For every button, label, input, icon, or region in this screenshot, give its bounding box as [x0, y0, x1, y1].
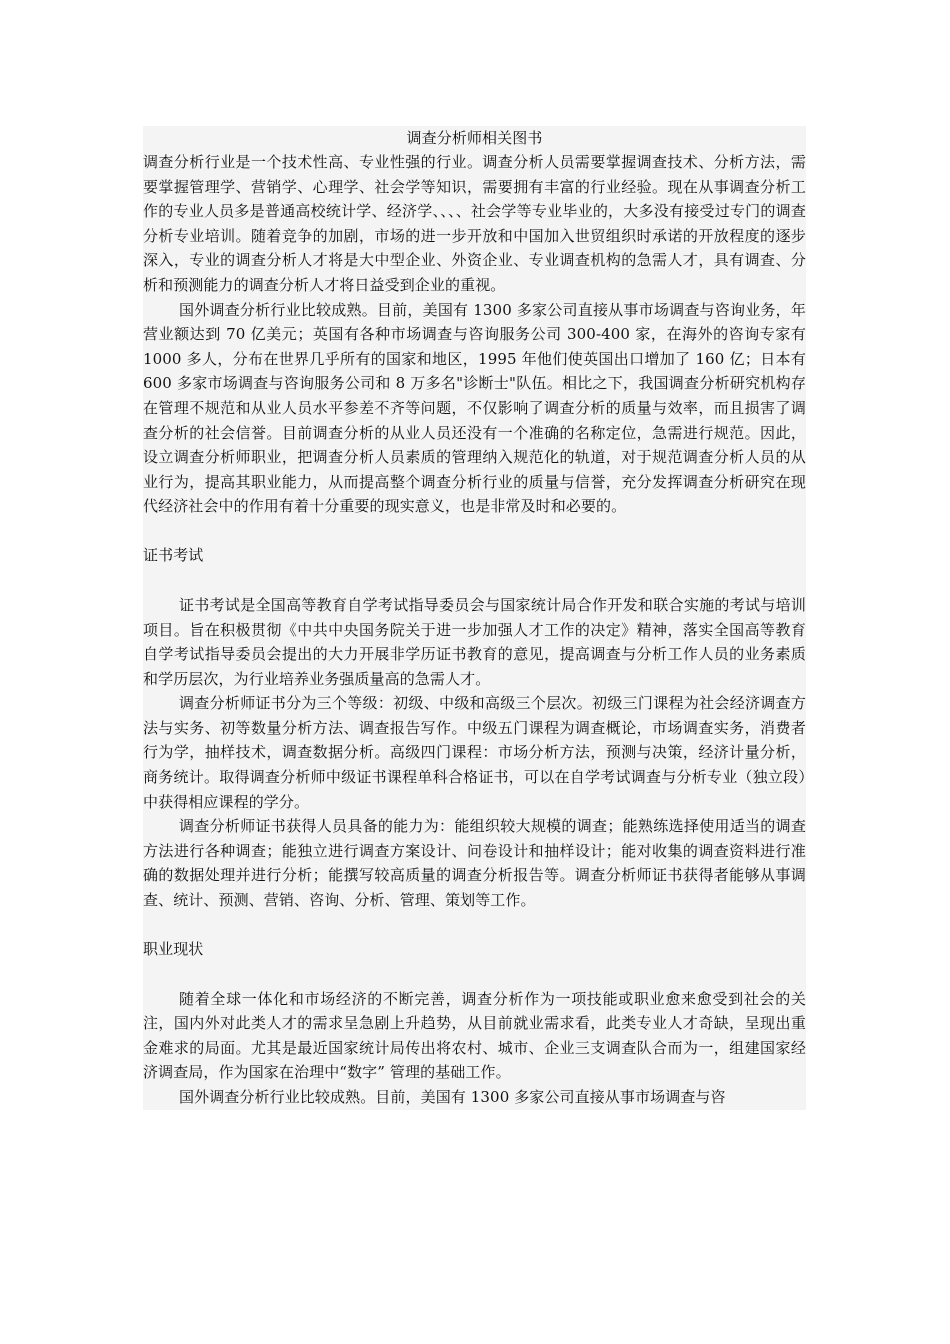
intro-paragraph-1: 调查分析行业是一个技术性高、专业性强的行业。调查分析人员需要掌握调查技术、分析方法，需要掌握管理学、营销学、心理学、社会学等知识，需要拥有丰富的行业经验。现在从事调查分析工作的专业人员多是普通高校统计学、经济学、、、、社会学等专业毕业的，大多没有接受过专门的调查分析专业培训。随着竞争的加剧，市场的进一步开放和中国加入世贸组织时承诺的开放程度的逐步深入，专业的调查分析人才将是大中型企业、外资企业、专业调查机构的急需人才，具有调查、分析和预测能力的调查分析人才将日益受到企业的重视。 [143, 153, 806, 294]
section-heading-certificate-exam: 证书考试 [143, 545, 204, 564]
section-heading-career-status: 职业现状 [143, 939, 204, 958]
certificate-paragraph-2: 调查分析师证书分为三个等级：初级、中级和高级三个层次。初级三门课程为社会经济调查方法与实务、初等数量分析方法、调查报告写作。中级五门课程为调查概论，市场调查实务，消费者行为学，抽样技术，调查数据分析。高级四门课程：市场分析方法，预测与决策，经济计量分析，商务统计。取得调查分析师中级证书课程单科合格证书，可以在自学考试调查与分析专业（独立段）中获得相应课程的学分。 [143, 694, 806, 811]
intro-paragraph-2: 国外调查分析行业比较成熟。目前，美国有 1300 多家公司直接从事市场调查与咨询业务，年营业额达到 70 亿美元；英国有各种市场调查与咨询服务公司 300-400 家，在海外的咨询专家有 1000 多人，分布在世界几乎所有的国家和地区，1995 年他们使英国出口增加了 160 亿；日本有 600 多家市场调查与咨询服务公司和 8 万多名"诊断士"队伍。相比之下，我国调查分析研究机构存在管理不规范和从业人员水平参差不齐等问题，不仅影响了调查分析的质量与效率，而且损害了调查分析的社会信誉。目前调查分析的从业人员还没有一个准确的名称定位，急需进行规范。因此，设立调查分析师职业，把调查分析人员素质的管理纳入规范化的轨道，对于规范调查分析人员的从业行为，提高其职业能力，从而提高整个调查分析行业的质量与信誉，充分发挥调查分析研究在现代经济社会中的作用有着十分重要的现实意义，也是非常及时和必要的。 [143, 300, 806, 516]
document-page [143, 126, 806, 1110]
career-paragraph-1: 随着全球一体化和市场经济的不断完善，调查分析作为一项技能或职业愈来愈受到社会的关注，国内外对此类人才的需求呈急剧上升趋势，从目前就业需求看，此类专业人才奇缺，呈现出重金难求的局面。尤其是最近国家统计局传出将农村、城市、企业三支调查队合而为一，组建国家经济调查局，作为国家在治理中“数字” 管理的基础工作。 [143, 989, 806, 1082]
document-title: 调查分析师相关图书 [406, 129, 543, 147]
certificate-paragraph-1: 证书考试是全国高等教育自学考试指导委员会与国家统计局合作开发和联合实施的考试与培训项目。旨在积极贯彻《中共中央国务院关于进一步加强人才工作的决定》精神，落实全国高等教育自学考试指导委员会提出的大力开展非学历证书教育的意见，提高调查与分析工作人员的业务素质和学历层次，为行业培养业务强质量高的急需人才。 [143, 595, 806, 688]
certificate-paragraph-3: 调查分析师证书获得人员具备的能力为：能组织较大规模的调查；能熟练选择使用适当的调查方法进行各种调查；能独立进行调查方案设计、问卷设计和抽样设计；能对收集的调查资料进行准确的数据处理并进行分析；能撰写较高质量的调查分析报告等。调查分析师证书获得者能够从事调查、统计、预测、营销、咨询、分析、管理、策划等工作。 [143, 817, 806, 910]
career-paragraph-2: 国外调查分析行业比较成熟。目前，美国有 1300 多家公司直接从事市场调查与咨 [179, 1088, 726, 1106]
